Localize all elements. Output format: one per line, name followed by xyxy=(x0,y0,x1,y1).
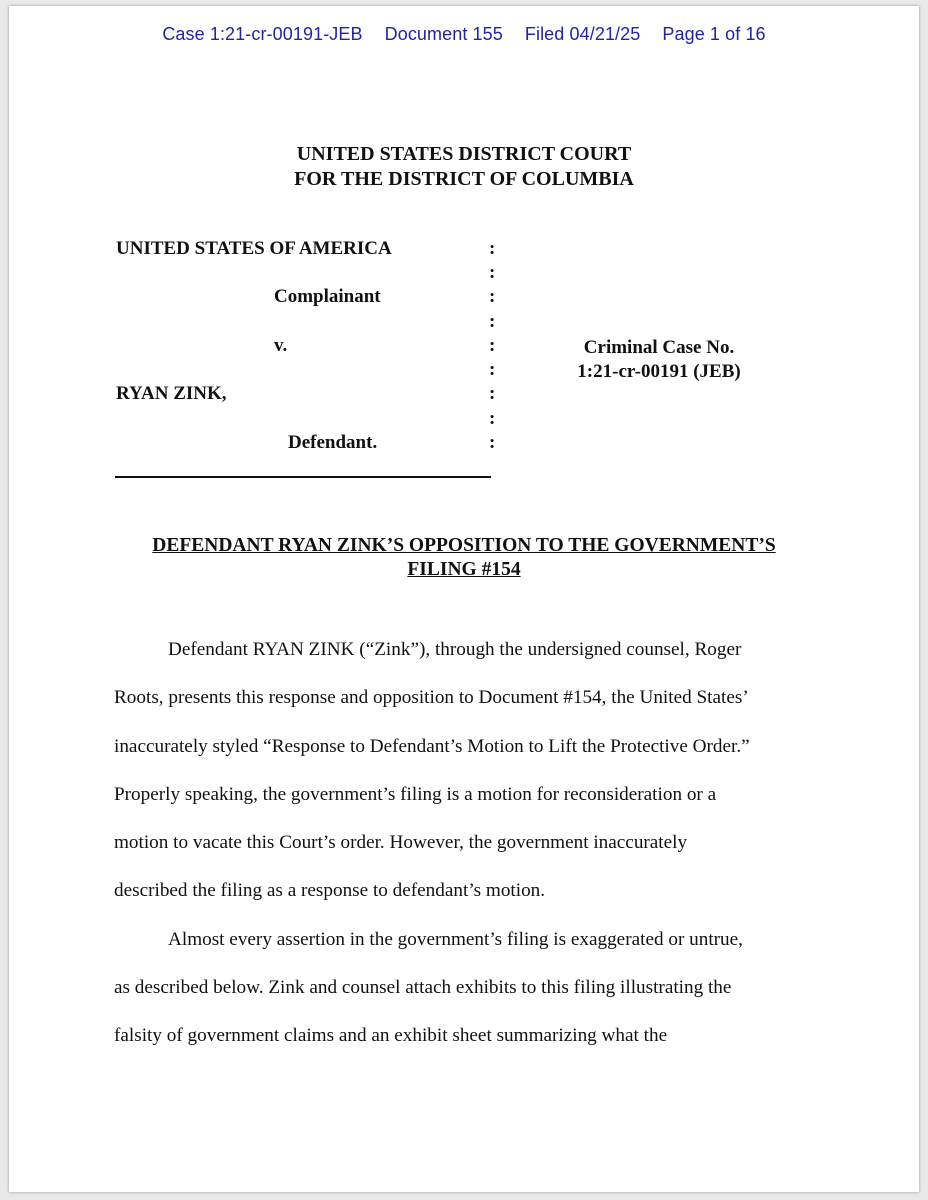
court-heading xyxy=(9,142,919,192)
versus-label: v. xyxy=(274,335,288,356)
document-title-line-1: DEFENDANT RYAN ZINK’S OPPOSITION TO THE GOVERNMENT’S xyxy=(152,535,776,556)
paragraph-2-line: as described below. Zink and counsel attach exhibits to this filing illustrating the xyxy=(114,977,732,999)
paragraph-1-line: described the filing as a response to defendant’s motion. xyxy=(114,880,546,902)
ecf-page-count: Page 1 of 16 xyxy=(662,24,766,44)
caption-colon: : xyxy=(489,238,496,259)
caption-colon: : xyxy=(489,432,496,453)
paragraph-1-line: motion to vacate this Court’s order. However, the government inaccurately xyxy=(114,832,688,854)
caption-colon: : xyxy=(489,408,496,429)
paragraph-1-line: inaccurately styled “Response to Defendant’s Motion to Lift the Protective Order.” xyxy=(114,735,750,757)
paragraph-1-line: Defendant RYAN ZINK (“Zink”), through the undersigned counsel, Roger xyxy=(168,639,742,660)
paragraph-2-line: falsity of government claims and an exhibit sheet summarizing what the xyxy=(114,1025,668,1047)
document-page xyxy=(9,6,919,1192)
document-title xyxy=(9,534,919,582)
paragraph-1-line: Roots, presents this response and opposition to Document #154, the United States’ xyxy=(114,687,749,709)
case-number-block xyxy=(529,336,789,384)
plaintiff-role: Complainant xyxy=(274,286,381,307)
defendant-role: Defendant. xyxy=(288,432,378,453)
case-number-label: Criminal Case No. xyxy=(583,337,735,358)
court-name: UNITED STATES DISTRICT COURT xyxy=(296,143,632,165)
caption-colon: : xyxy=(489,335,496,356)
paragraph-2-line: Almost every assertion in the government’s filing is exaggerated or untrue, xyxy=(168,928,743,950)
caption-colon: : xyxy=(489,311,496,332)
ecf-filed-date: Filed 04/21/25 xyxy=(524,24,641,44)
paragraph-1-line: Properly speaking, the government’s filing is a motion for reconsideration or a xyxy=(114,783,717,805)
body-text xyxy=(114,626,814,1061)
plaintiff-name: UNITED STATES OF AMERICA xyxy=(116,238,392,259)
caption-colon: : xyxy=(489,359,496,380)
court-district: FOR THE DISTRICT OF COLUMBIA xyxy=(294,168,634,190)
ecf-header xyxy=(9,24,919,45)
case-number: 1:21-cr-00191 (JEB) xyxy=(577,361,741,382)
caption-divider xyxy=(115,476,491,478)
defendant-name: RYAN ZINK, xyxy=(116,383,227,404)
ecf-document-number: Document 155 xyxy=(384,24,503,44)
caption-colon: : xyxy=(489,383,496,404)
caption-colon: : xyxy=(489,286,496,307)
ecf-case-number: Case 1:21-cr-00191-JEB xyxy=(162,24,363,44)
caption-colon: : xyxy=(489,262,496,283)
document-title-line-2: FILING #154 xyxy=(407,559,521,580)
